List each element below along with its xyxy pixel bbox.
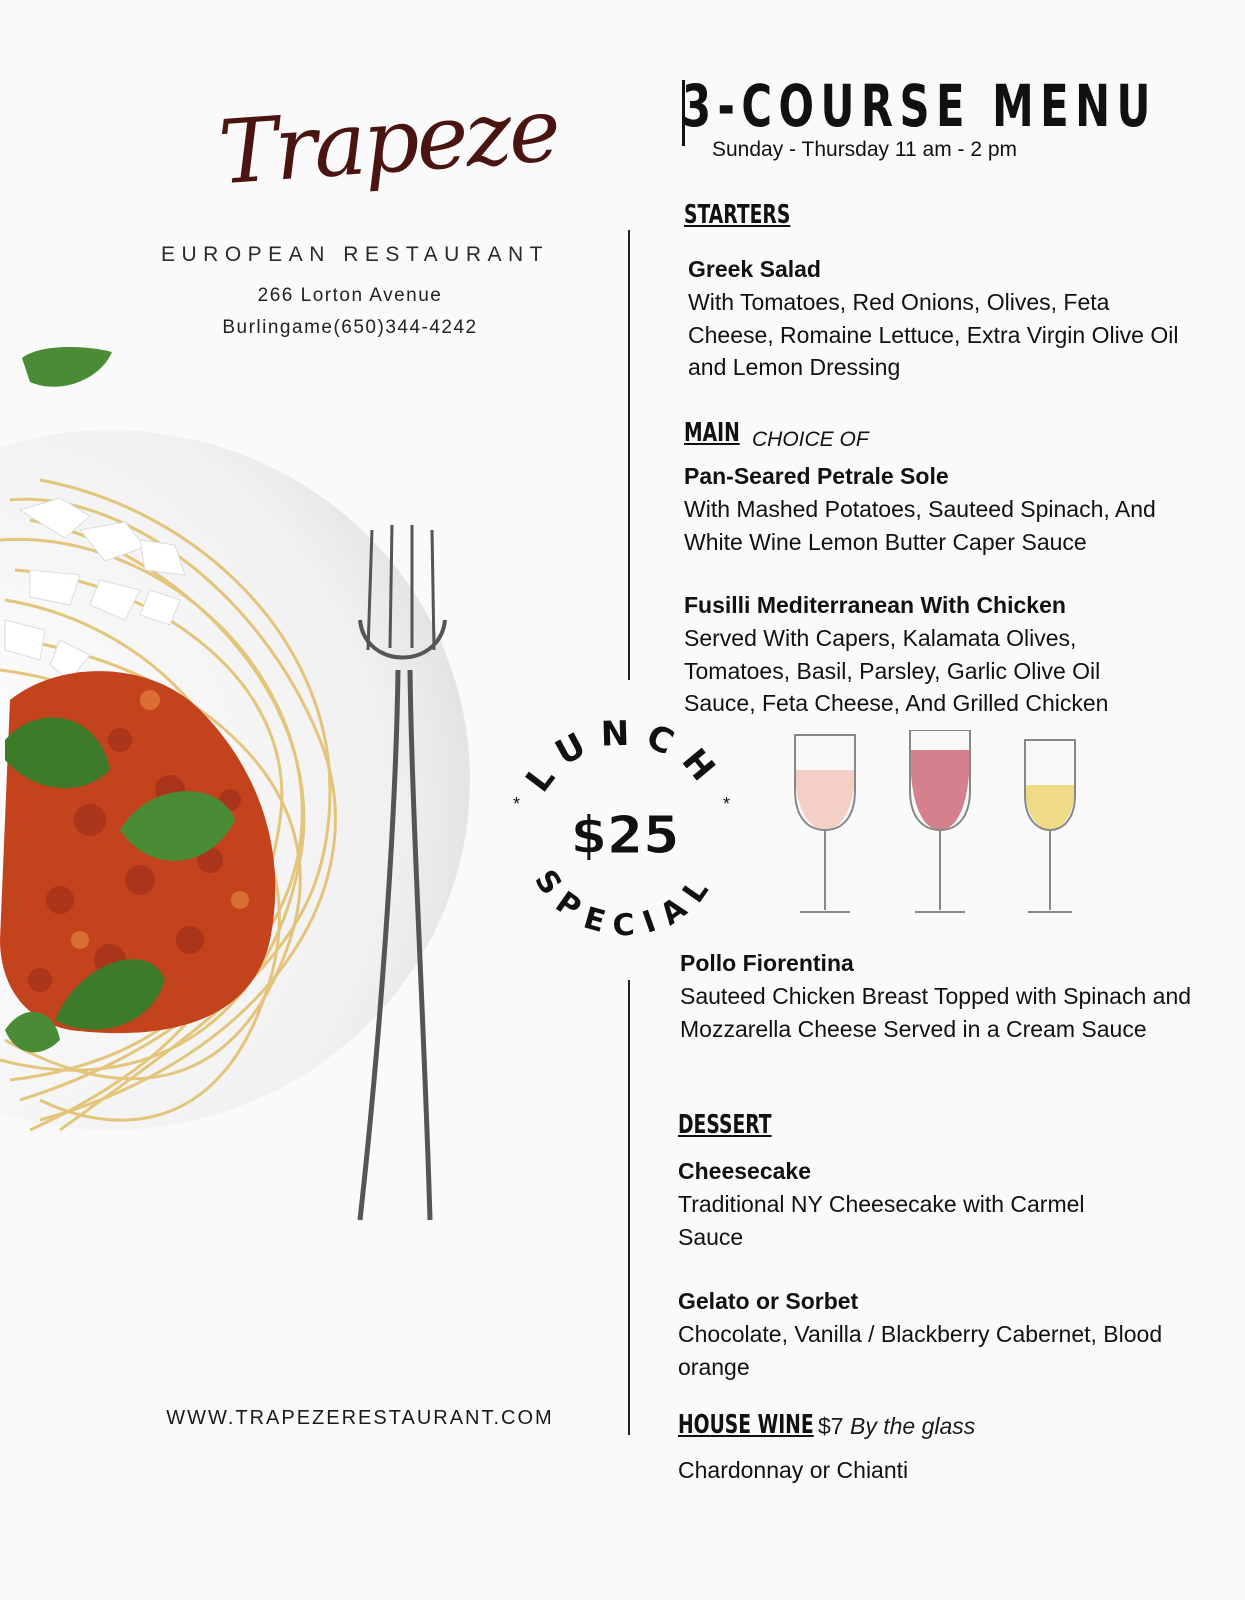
menu-title: 3-COURSE MENU bbox=[682, 72, 1157, 140]
basil-leaf-icon bbox=[22, 347, 112, 387]
address-street: 266 Lorton Avenue bbox=[257, 285, 443, 306]
item-description: With Mashed Potatoes, Sauteed Spinach, And White Wine Lemon Butter Caper Sauce bbox=[684, 496, 1156, 555]
lunch-special-badge bbox=[505, 715, 745, 955]
item-name: Fusilli Mediterranean With Chicken bbox=[684, 592, 1066, 618]
wine-glass-icon bbox=[910, 730, 970, 912]
section-heading-main: MAIN bbox=[684, 418, 740, 448]
badge-price: $25 bbox=[570, 806, 680, 866]
menu-hours: Sunday - Thursday 11 am - 2 pm bbox=[712, 138, 1018, 161]
wine-price-line bbox=[818, 1413, 975, 1440]
item-description: Chocolate, Vanilla / Blackberry Cabernet, Blood orange bbox=[678, 1321, 1163, 1380]
restaurant-tagline: EUROPEAN RESTAURANT bbox=[161, 243, 549, 266]
item-description: Traditional NY Cheesecake with Carmel Sauce bbox=[678, 1191, 1085, 1250]
wine-description: Chardonnay or Chianti bbox=[678, 1457, 909, 1483]
pasta-dish-illustration bbox=[0, 340, 560, 1240]
website-link[interactable]: WWW.TRAPEZERESTAURANT.COM bbox=[166, 1407, 554, 1429]
wine-price: $7 bbox=[818, 1413, 844, 1439]
item-description: With Tomatoes, Red Onions, Olives, Feta Cheese, Romaine Lettuce, Extra Virgin Olive Oil and Lemon Dressing bbox=[688, 289, 1179, 380]
column-divider bbox=[628, 980, 630, 1435]
wine-glasses-illustration bbox=[790, 730, 1120, 940]
section-heading-dessert: DESSERT bbox=[678, 1110, 772, 1140]
section-note-main: CHOICE OF bbox=[752, 428, 869, 451]
wine-note: By the glass bbox=[849, 1413, 976, 1439]
restaurant-logo: Trapeze bbox=[215, 77, 562, 205]
wine-glass-icon bbox=[795, 735, 855, 912]
badge-top-text: LUNCH bbox=[518, 715, 732, 800]
section-heading-starters: STARTERS bbox=[684, 200, 791, 230]
item-name: Gelato or Sorbet bbox=[678, 1288, 859, 1314]
item-name: Pollo Fiorentina bbox=[680, 950, 854, 976]
item-name: Greek Salad bbox=[688, 256, 821, 282]
item-description: Sauteed Chicken Breast Topped with Spinach and Mozzarella Cheese Served in a Cream Sauce bbox=[680, 983, 1192, 1042]
section-heading-house-wine: HOUSE WINE bbox=[678, 1410, 814, 1440]
wine-glass-icon bbox=[1025, 740, 1075, 912]
restaurant-address bbox=[170, 280, 530, 344]
star-icon: * bbox=[723, 794, 731, 814]
address-city-phone: Burlingame(650)344-4242 bbox=[222, 317, 478, 338]
star-icon: * bbox=[513, 794, 521, 814]
item-description: Served With Capers, Kalamata Olives, Tomatoes, Basil, Parsley, Garlic Olive Oil Sauce, Feta Cheese, And Grilled Chicken bbox=[684, 625, 1109, 716]
badge-bottom-text: SPECIAL bbox=[527, 863, 723, 944]
item-name: Cheesecake bbox=[678, 1158, 811, 1184]
item-name: Pan-Seared Petrale Sole bbox=[684, 463, 949, 489]
column-divider bbox=[628, 230, 630, 680]
